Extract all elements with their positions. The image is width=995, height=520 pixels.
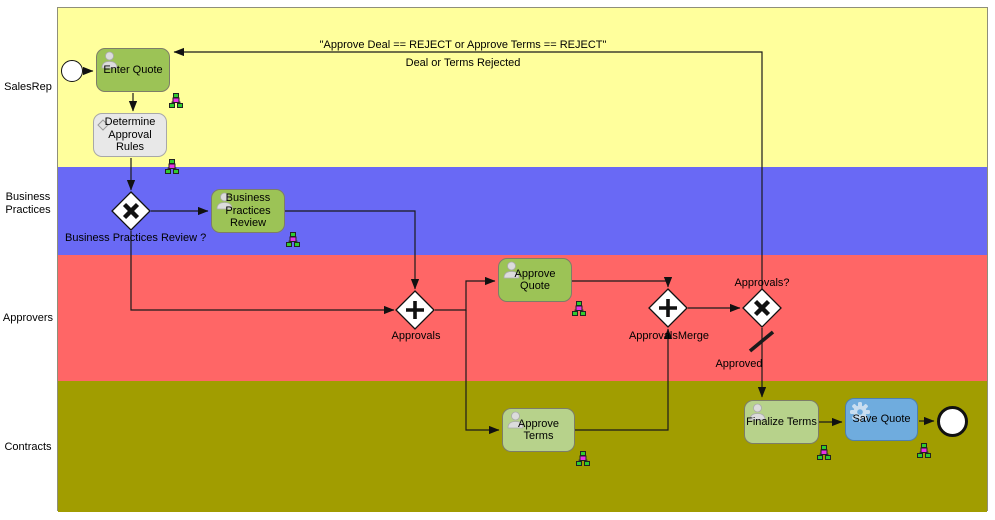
organization-role-icon <box>572 301 586 316</box>
task-determine-approval-rules[interactable] <box>93 113 167 157</box>
organization-role-icon <box>165 159 179 174</box>
task-finalize-terms[interactable] <box>744 400 819 444</box>
gateway-business-practices-review[interactable] <box>112 192 150 230</box>
task-enter-quote[interactable] <box>96 48 170 92</box>
task-approve-terms[interactable] <box>502 408 575 452</box>
organization-role-icon <box>169 93 183 108</box>
organization-role-icon <box>576 451 590 466</box>
task-label: Finalize Terms <box>746 415 817 428</box>
flow-approve-quote-to-merge[interactable] <box>572 281 668 287</box>
flow-label-reject-name: Deal or Terms Rejected <box>405 57 521 69</box>
task-label: Approve Terms <box>518 417 559 442</box>
organization-role-icon <box>817 445 831 460</box>
flow-label-approved: Approved <box>715 358 763 370</box>
lane-label-contracts: Contracts <box>4 441 52 453</box>
organization-role-icon <box>917 443 931 458</box>
gateway-approvals-merge[interactable] <box>649 289 687 327</box>
gateway-label-business-practices-review: Business Practices Review ? <box>65 232 207 244</box>
flow-approve-terms-to-merge[interactable] <box>575 329 668 430</box>
organization-role-icon <box>286 232 300 247</box>
flow-bp-review-to-approvals[interactable] <box>285 211 415 289</box>
task-business-practices-review[interactable] <box>211 189 285 233</box>
lane-label-business-practices: Business Practices <box>5 191 51 216</box>
task-save-quote[interactable] <box>845 398 918 441</box>
lane-label-approvers: Approvers <box>2 312 54 324</box>
gateway-approvals-split[interactable] <box>396 291 434 329</box>
task-label: Business Practices Review <box>225 192 271 230</box>
gateway-label-approvals-merge: ApprovalsMerge <box>628 330 710 342</box>
task-label: Determine Approval Rules <box>104 116 156 154</box>
start-event[interactable] <box>61 60 83 82</box>
gateway-approvals-check[interactable] <box>743 289 781 327</box>
gateway-label-approvals-check: Approvals? <box>734 277 790 289</box>
end-event[interactable] <box>937 406 968 437</box>
flow-rejected-to-enter-quote[interactable] <box>174 52 762 290</box>
task-label: Save Quote <box>852 413 911 426</box>
task-label: Approve Quote <box>514 267 556 292</box>
task-approve-quote[interactable] <box>498 258 572 302</box>
flow-approvals-to-approve-quote[interactable] <box>435 281 495 310</box>
task-label: Enter Quote <box>103 63 163 76</box>
lane-label-salesrep: SalesRep <box>4 81 52 93</box>
flow-label-reject-condition: "Approve Deal == REJECT or Approve Terms == REJECT" <box>319 39 607 51</box>
gateway-label-approvals: Approvals <box>391 330 441 342</box>
flow-approvals-to-approve-terms[interactable] <box>466 310 499 430</box>
